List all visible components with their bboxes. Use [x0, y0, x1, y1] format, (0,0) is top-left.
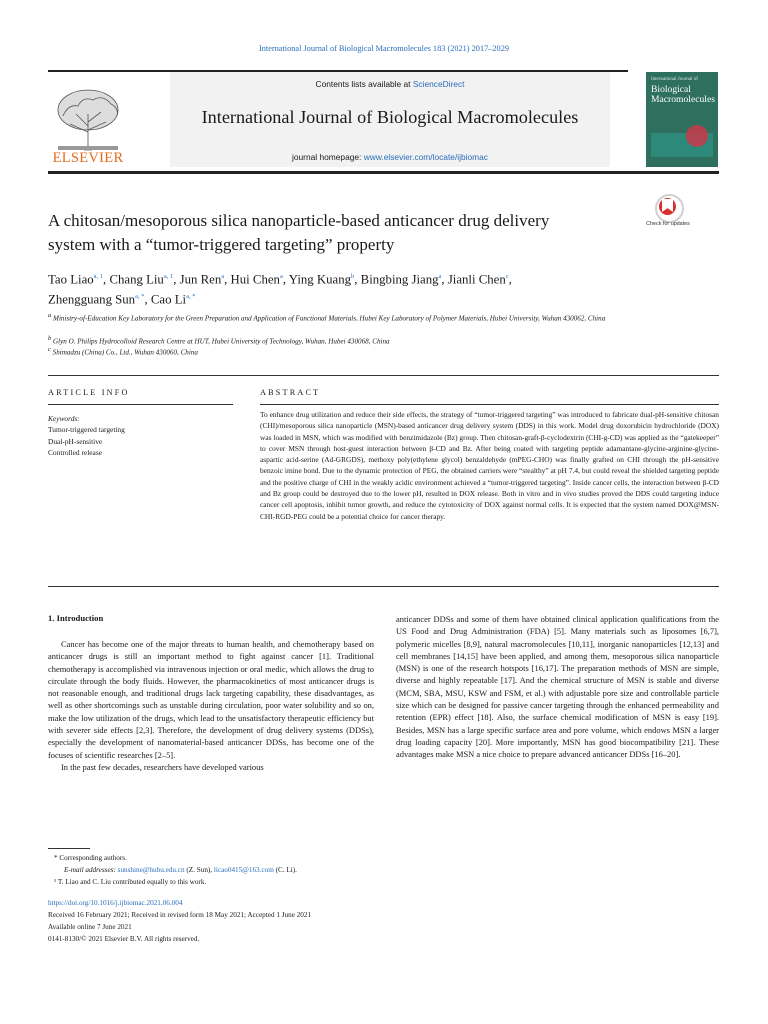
- contents-line: [170, 79, 610, 89]
- email-owner: (C. Li).: [275, 866, 297, 874]
- email-label: E-mail addresses:: [64, 866, 116, 874]
- paper-title-line1: A chitosan/mesoporous silica nanoparticle-based anticancer drug delivery: [48, 211, 550, 230]
- equal-contribution-text: T. Liao and C. Liu contributed equally to this work.: [57, 878, 207, 886]
- author-list: [48, 268, 648, 309]
- author-name: Jun Ren: [179, 272, 222, 287]
- paper-title-line2: system with a “tumor-triggered targeting” property: [48, 235, 395, 254]
- column-right: [396, 613, 719, 761]
- journal-citation[interactable]: International Journal of Biological Macromolecules 183 (2021) 2017–2029: [258, 44, 509, 53]
- author-name: Cao Li: [150, 292, 187, 307]
- email-link[interactable]: sunshine@hubu.edu.cn: [117, 866, 185, 874]
- email-link[interactable]: licao0415@163.com: [213, 866, 274, 874]
- affiliation-text: Shimadzu (China) Co., Ltd., Wuhan 430060, China: [52, 348, 198, 357]
- author-name: Ying Kuang: [288, 272, 351, 287]
- author-sup[interactable]: a: [279, 273, 283, 280]
- author-line-2: Zhengguang Sun$^{a, *}$, Cao $Li^{a, *}$: [48, 292, 196, 307]
- online-date: Available online 7 June 2021: [48, 923, 132, 931]
- abstract-heading: ABSTRACT: [260, 388, 321, 397]
- sciencedirect-link[interactable]: ScienceDirect: [412, 79, 465, 89]
- homepage-line: [170, 152, 610, 162]
- keywords-label: Keywords:: [48, 414, 80, 423]
- author-sup[interactable]: c: [505, 273, 509, 280]
- cover-art: [686, 125, 708, 147]
- homepage-link[interactable]: www.elsevier.com/locate/ijbiomac: [363, 152, 488, 162]
- keyword: Controlled release: [48, 447, 102, 457]
- email-owner: (Z. Sun),: [186, 866, 213, 874]
- header-rule-bottom: [48, 171, 719, 174]
- contents-prefix: Contents lists available at: [315, 79, 411, 89]
- affiliation-sup: a: [48, 312, 52, 319]
- article-info-rule: [48, 404, 233, 405]
- author-name: Bingbing Jiang: [360, 272, 439, 287]
- homepage-prefix: journal homepage:: [292, 152, 362, 162]
- footnote-emails: [64, 864, 684, 876]
- corresponding-text: Corresponding authors.: [59, 854, 127, 862]
- affiliation-c: [48, 345, 688, 357]
- author-name: Tao Liao: [48, 272, 94, 287]
- paper-title: [48, 209, 608, 257]
- affiliation-text: Ministry-of-Education Key Laboratory for the Green Preparation and Application of Functional Materials, Hubei Key Laboratory of Polymer Materials, Hubei University, Wuhan 430062, China: [53, 314, 606, 323]
- doi-link[interactable]: https://doi.org/10.1016/j.ijbiomac.2021.06.004: [48, 899, 183, 907]
- footnote-rule: [48, 848, 90, 849]
- intro-paragraph: Cancer has become one of the major threats to human health, and chemotherapy based on anticancer drugs is still an important method to fight against cancer [1]. Traditional chemotherapy is accomplished via intravenous injection or oral medic, which allows the drug to circulate through the body fluids. However, the pharmacokinetics of most anticancer drugs is not reasonable enough, and traditional drugs lack targeting capability, these disadvantages, as well as other shortcomings such as unstable during circulation, poor water solubility and so on, make the low utilization of the drugs, which lead to the unsatisfactory therapeutic efficiency but with severer side effects [2,3]. Therefore, the development of drug delivery systems (DDSs), especially the development of nanomaterial-based anticancer DDSs, has become one of the focuses of scientific researches [2–5].: [48, 639, 374, 760]
- author-sup[interactable]: a, *: [186, 293, 196, 301]
- author-sup[interactable]: a, 1: [163, 273, 174, 280]
- abstract-text: To enhance drug utilization and reduce their side effects, the strategy of “tumor-triggered targeting” was introduced to fabricate dual-pH-sensitive chitosan (CHI)/mesoporous silica nanoparticle (MSN)-based anticancer drug delivery system (DDS) in this work. Model drug doxorubicin hydrochloride (DOX) was loaded in MSN, which was modified with benzimidazole (Bz) group. Then chitosan-graft-β-cyclodextrin (CHI-g-CD) was applied as the “gatekeeper” to cover MSN through host-guest interaction between β-CD and Bz. After being coated with targeting peptide adamantane-glycine-arginine-glycine-aspartic acid-serine (Ad-GRGDS), methoxy poly(ethylene glycol) benzaldehyde (mPEG-CHO) was finally grafted on CHI through the pH-sensitive benzoic imine bond. Due to the dynamic protection of PEG, the obtained carriers were “stealthy” at pH 7.4, but could reveal the shielded targeting peptide and the positive charge of CHI in the weakly acidic environment achieved a “tumor-triggered targeting”. Inside cancer cells, the interaction between β-CD and Bz group could be destroyed due to the lower pH, resulted in DOX release. Both in vitro and in vivo studies proved the DDS could targeting induce cancer cell apoptosis, inhibit tumor growth, and reduce the cytotoxicity of DOX against normal cells. It is expected that the system named DOX@MSN-CHI-RGD-PEG could be a potential choice for cancer therapy.: [260, 410, 719, 521]
- keyword: Tumor-triggered targeting: [48, 425, 125, 435]
- author-sup[interactable]: a: [221, 273, 225, 280]
- author-sup[interactable]: a, *: [135, 293, 145, 301]
- journal-title: International Journal of Biological Macromolecules: [201, 107, 579, 127]
- affiliation-sup: b: [48, 335, 52, 342]
- abstract-bottom-rule: [48, 586, 719, 587]
- cover-title: Biological Macromolecules: [651, 84, 715, 105]
- affiliation-text: Glyn O. Philips Hydrocolloid Research Centre at HUT, Hubei University of Technology, Wuhan, Hubei 430068, China: [53, 337, 390, 346]
- intro-paragraph: In the past few decades, researchers have developed various: [61, 761, 264, 772]
- elsevier-wordmark[interactable]: ELSEVIER: [52, 150, 124, 166]
- article-info-heading: ARTICLE INFO: [48, 388, 130, 397]
- footnote-corresponding: * Corresponding authors.: [54, 854, 127, 862]
- section-rule: [48, 375, 719, 376]
- author-sup[interactable]: a, 1: [93, 273, 104, 280]
- affiliation-sup: c: [48, 346, 51, 353]
- affiliation-a: [48, 311, 688, 323]
- intro-paragraph: anticancer DDSs and some of them have obtained clinical application qualifications from the US Food and Drug Administration (FDA) [5]. Many materials such as liposomes [6,7], polymeric micelles [8,9], natural macromolecules [10,11], inorganic nanoparticles [12,13] and cell membranes [14,15] have been applied, and among them, mesoporous silica nanoparticle (MSN) is one of the research hotspots [16,17]. The preparation methods of MSN are simple, diverse and highly repeatable [17]. And the chemical structure of MSN is stable and diverse (MCM, SBA, MSU, KSW and FSM, et al.) with adjustable pore size and controllable particle size which can be designed for passive cancer targeting through the enhanced permeability and retention (EPR) effect [18]. Also, the surface chemical modification of MSN is easy [19]. Besides, MSN has a large specific surface area and pore volume, which endows MSN a larger drug loading capacity [20]. More importantly, MSN has good biocompatibility [21]. These advantages make MSN a nice choice to prepare advanced anticancer DDSs [16–20].: [396, 614, 719, 760]
- author-name: Hui Chen: [230, 272, 280, 287]
- footnote-equal: ¹ T. Liao and C. Liu contributed equally to this work.: [54, 878, 207, 886]
- cover-top-text: International Journal of: [651, 77, 698, 82]
- author-name: Zhengguang Sun: [48, 292, 136, 307]
- check-for-updates-badge[interactable]: [646, 194, 690, 234]
- abstract-rule: [260, 404, 719, 405]
- author-name: Chang Liu: [109, 272, 164, 287]
- author-sup[interactable]: a: [438, 273, 442, 280]
- introduction-heading: 1. Introduction: [48, 613, 104, 623]
- column-left: [48, 638, 374, 773]
- received-dates: Received 16 February 2021; Received in revised form 18 May 2021; Accepted 1 June 2021: [48, 911, 312, 919]
- keyword: Dual-pH-sensitive: [48, 436, 103, 446]
- author-sup[interactable]: b: [351, 273, 355, 280]
- author-name: Jianli Chen: [447, 272, 506, 287]
- copyright: 0141-8130/© 2021 Elsevier B.V. All rights reserved.: [48, 935, 200, 943]
- author-line-1: Tao Liao$^{a, 1}$, Chang Liu$^{a, 1}$, Jun Ren$^a$, Hui Chen$^a$, Ying Kuang$^b$, Bingbing Jiang$^a$, Jianli Chen$^c$,: [48, 272, 512, 287]
- keywords-block: [48, 413, 233, 458]
- badge-label: Check for updates: [646, 221, 690, 227]
- journal-cover-thumbnail[interactable]: [646, 72, 718, 167]
